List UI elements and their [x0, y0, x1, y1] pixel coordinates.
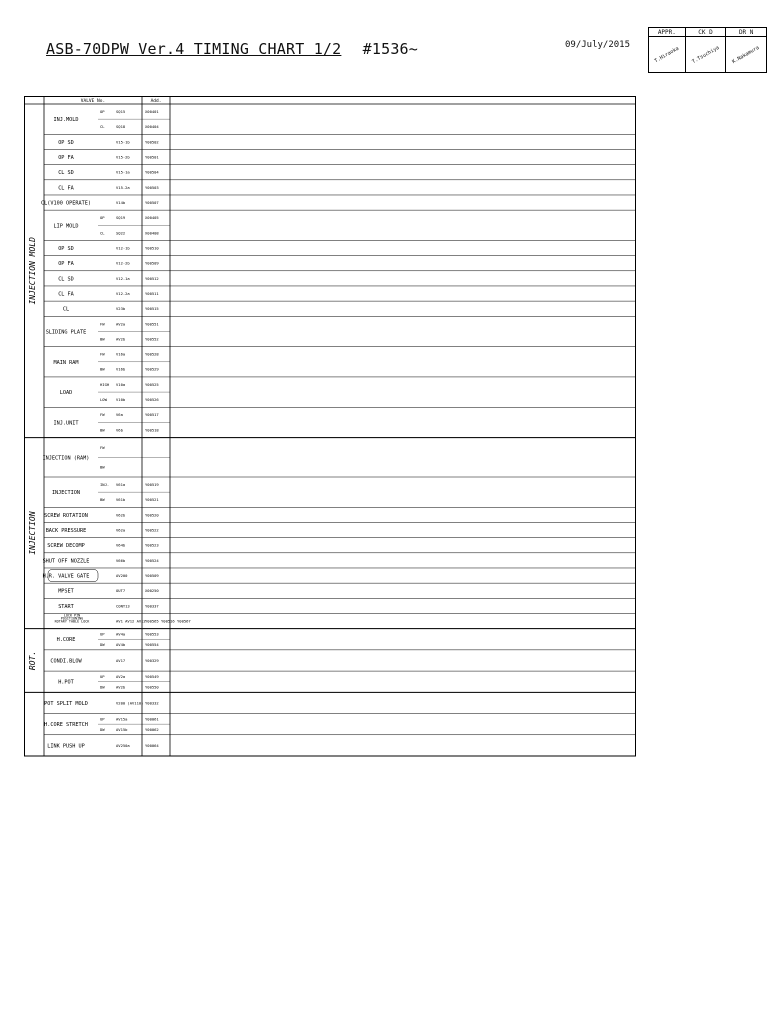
row-name: LINK PUSH UP [47, 743, 85, 750]
row-name: INJ.UNIT [53, 420, 79, 427]
row-name: H.R. VALVE GATE [42, 573, 90, 580]
sub-dir: CL [100, 230, 105, 236]
approval-col-3: DR N [726, 28, 767, 37]
approval-col-1: APPR. [649, 28, 686, 37]
sub-valve: V6a [116, 412, 123, 418]
sub-address: Y00520 [145, 512, 159, 518]
row-name: INJ.MOLD [53, 117, 79, 124]
sub-address: Y00551 [145, 321, 159, 327]
title-main: ASB-70DPW Ver.4 TIMING CHART 1/2 [46, 40, 342, 58]
signature-3: K.Nakamura [731, 44, 761, 65]
header-add: Add. [150, 99, 162, 104]
sub-dir: DW [100, 726, 105, 732]
sub-valve: V12-2b [116, 260, 130, 266]
row-name: SCREW DECOMP [47, 543, 85, 550]
sub-valve: V15-2a [116, 184, 130, 190]
sub-valve: AV4a [116, 631, 126, 637]
sub-valve: V15-1a [116, 169, 130, 175]
sub-address: Y00064 [145, 742, 159, 748]
row-name: MAIN RAM [53, 359, 79, 366]
sub-valve: V12-2a [116, 290, 130, 296]
sub-address: Y00521 [145, 497, 159, 503]
sub-address: Y00552 [145, 336, 159, 342]
sub-dir: BW [100, 464, 105, 470]
sub-address: Y00501 [145, 154, 159, 160]
sub-address: X00404 [145, 124, 159, 130]
row-name: CL [62, 306, 70, 313]
row-name: H.CORE STRETCH [44, 722, 88, 729]
header-valve: VALVE No. [80, 99, 106, 104]
row-name: LIP MOLD [53, 223, 79, 230]
row-name: OP FA [58, 261, 74, 268]
sub-address: X00405 [145, 215, 159, 221]
row-name: H.POT [58, 679, 74, 686]
sub-valve: V23b [116, 306, 126, 312]
row-name: SLIDING PLATE [45, 329, 87, 336]
sub-dir: UP [100, 716, 105, 722]
sub-address: Y00504 [145, 169, 159, 175]
sub-dir: FW [100, 351, 105, 357]
sub-valve: AV200 [116, 572, 128, 578]
sub-address: X00408 [145, 230, 159, 236]
sub-address: Y00529 [145, 366, 159, 372]
sub-address: Y00522 [145, 527, 159, 533]
sub-dir: UP [100, 631, 105, 637]
row-name: POT SPLIT MOLD [44, 700, 88, 707]
sub-valve: V16a [116, 351, 126, 357]
row-name: CL FA [58, 185, 74, 192]
chart-title [46, 40, 418, 58]
sub-valve: CONT13 [116, 603, 130, 609]
sub-dir: BW [100, 366, 105, 372]
sub-address: Y00337 [145, 603, 159, 609]
sub-dir: OP [100, 215, 105, 221]
sub-address: Y00549 [145, 673, 159, 679]
sub-address: Y00503 [145, 184, 159, 190]
sub-address: Y00510 [145, 245, 159, 251]
sub-valve: AV1 AV12 AV12 [116, 618, 146, 624]
section-label: INJECTION [28, 511, 37, 555]
sub-valve: AV2a [116, 673, 126, 679]
sub-dir: BW [100, 497, 105, 503]
signature-2: T.Tsuchiya [690, 44, 721, 65]
row-name: CL SD [58, 276, 74, 283]
sub-address: Y00553 [145, 631, 159, 637]
row-name: CL(V100 OPERATE) [41, 200, 91, 207]
sub-valve: AV2a [116, 321, 126, 327]
section-label: ROT. [28, 650, 37, 671]
sub-address: Y00528 [145, 351, 159, 357]
sub-address: X00250 [145, 588, 159, 594]
row-name: OP SD [58, 139, 74, 146]
sub-valve: V61a [116, 481, 126, 487]
sub-valve: V64b [116, 542, 126, 548]
sub-valve: V14b [116, 199, 126, 205]
sub-valve: SQ15 [116, 108, 126, 114]
timing-notes [640, 96, 768, 758]
sub-address: Y00518 [145, 427, 159, 433]
sub-valve: SQ18 [116, 124, 126, 130]
sub-address: Y00329 [145, 657, 159, 663]
sub-dir: BW [100, 427, 105, 433]
sub-address: Y00519 [145, 481, 159, 487]
sub-valve: V10b [116, 397, 126, 403]
sub-address: Y00523 [145, 542, 159, 548]
sub-address: Y00524 [145, 557, 159, 563]
chart-date: 09/July/2015 [565, 40, 631, 50]
row-name-part: ROTARY TABLE LOCK [54, 619, 90, 624]
row-name: OP FA [58, 155, 74, 162]
sub-address: Y00565 Y00516 Y00567 [145, 618, 191, 624]
sub-valve: V62a [116, 527, 126, 533]
sub-valve: V12-1a [116, 275, 130, 281]
sub-valve: V61b [116, 497, 126, 503]
sub-valve: AV2b [116, 684, 126, 690]
sub-valve: SQ19 [116, 215, 126, 221]
sub-dir: DW [100, 641, 105, 647]
sub-valve: V15-2b [116, 154, 130, 160]
sub-address: Y00515 [145, 306, 159, 312]
row-name: CL FA [58, 291, 74, 298]
sub-dir: LOW [100, 397, 107, 403]
title-suffix: #1536~ [362, 40, 419, 58]
row-name: LOAD [59, 390, 73, 397]
row-name: OP SD [58, 246, 74, 253]
row-name: SHUT OFF NOZZLE [42, 558, 90, 565]
sub-valve: V62b [116, 512, 126, 518]
sub-valve: V16b [116, 366, 126, 372]
timing-chart [24, 96, 636, 758]
row-name: H.CORE [56, 637, 76, 644]
row-name: MPSET [58, 588, 74, 595]
sub-dir: HIGH [100, 381, 110, 387]
section-label: INJECTION MOLD [28, 237, 37, 305]
sub-address: X00401 [145, 108, 159, 114]
sub-valve: AV4b [116, 641, 126, 647]
sub-address: Y00525 [145, 381, 159, 387]
sub-dir: FW [100, 321, 105, 327]
sub-dir: FW [100, 444, 105, 450]
sub-address: Y00502 [145, 139, 159, 145]
approval-block [648, 27, 767, 73]
row-name: START [58, 603, 74, 610]
approval-signature [685, 37, 726, 73]
row-name: CL SD [58, 170, 74, 177]
sub-valve: V10a [116, 381, 126, 387]
sub-address: Y00517 [145, 412, 159, 418]
sub-valve: V15-1b [116, 139, 130, 145]
row-name: BACK PRESSURE [45, 528, 87, 535]
sub-valve: AV15b [116, 726, 128, 732]
sub-valve: AV2b [116, 336, 126, 342]
sub-valve: AV250a [116, 742, 130, 748]
sub-address: Y00511 [145, 290, 159, 296]
sub-address: Y00062 [145, 726, 159, 732]
sub-address: Y00512 [145, 275, 159, 281]
sub-dir: INJ. [100, 481, 110, 487]
approval-signature [649, 37, 686, 73]
approval-signature [726, 37, 767, 73]
sub-dir: CL [100, 124, 105, 130]
row-name: INJECTION (RAM) [42, 455, 90, 462]
approval-col-2: CK D [685, 28, 726, 37]
sub-address: Y00554 [145, 641, 159, 647]
row-name: INJECTION [51, 490, 81, 497]
sub-valve: OUT7 [116, 588, 126, 594]
sub-address: Y00509 [145, 572, 159, 578]
sub-address: Y00550 [145, 684, 159, 690]
sub-dir: UP [100, 673, 105, 679]
sub-dir: FW [100, 412, 105, 418]
sub-address: Y00332 [145, 700, 159, 706]
sub-valve: V6b [116, 427, 123, 433]
sub-valve: V66b [116, 557, 126, 563]
sub-address: Y00507 [145, 199, 159, 205]
sub-dir: DW [100, 684, 105, 690]
sub-valve: AV17 [116, 657, 126, 663]
sub-valve: V200 (AV110) [116, 700, 144, 706]
row-name: SCREW ROTATION [44, 512, 88, 519]
row-name: CONDI.BLOW [50, 658, 82, 665]
sub-valve: SQ22 [116, 230, 126, 236]
sub-address: Y00509 [145, 260, 159, 266]
sub-dir: BW [100, 336, 105, 342]
signature-1: T.Hiraoka [653, 45, 681, 64]
sub-dir: OP [100, 108, 105, 114]
row-name-part: LOCK PIN [63, 613, 81, 618]
sub-address: Y00526 [145, 397, 159, 403]
sub-valve: AV15a [116, 716, 128, 722]
sub-valve: V12-1b [116, 245, 130, 251]
row-name-part: POSITIONING [60, 616, 84, 621]
sub-address: Y00061 [145, 716, 159, 722]
